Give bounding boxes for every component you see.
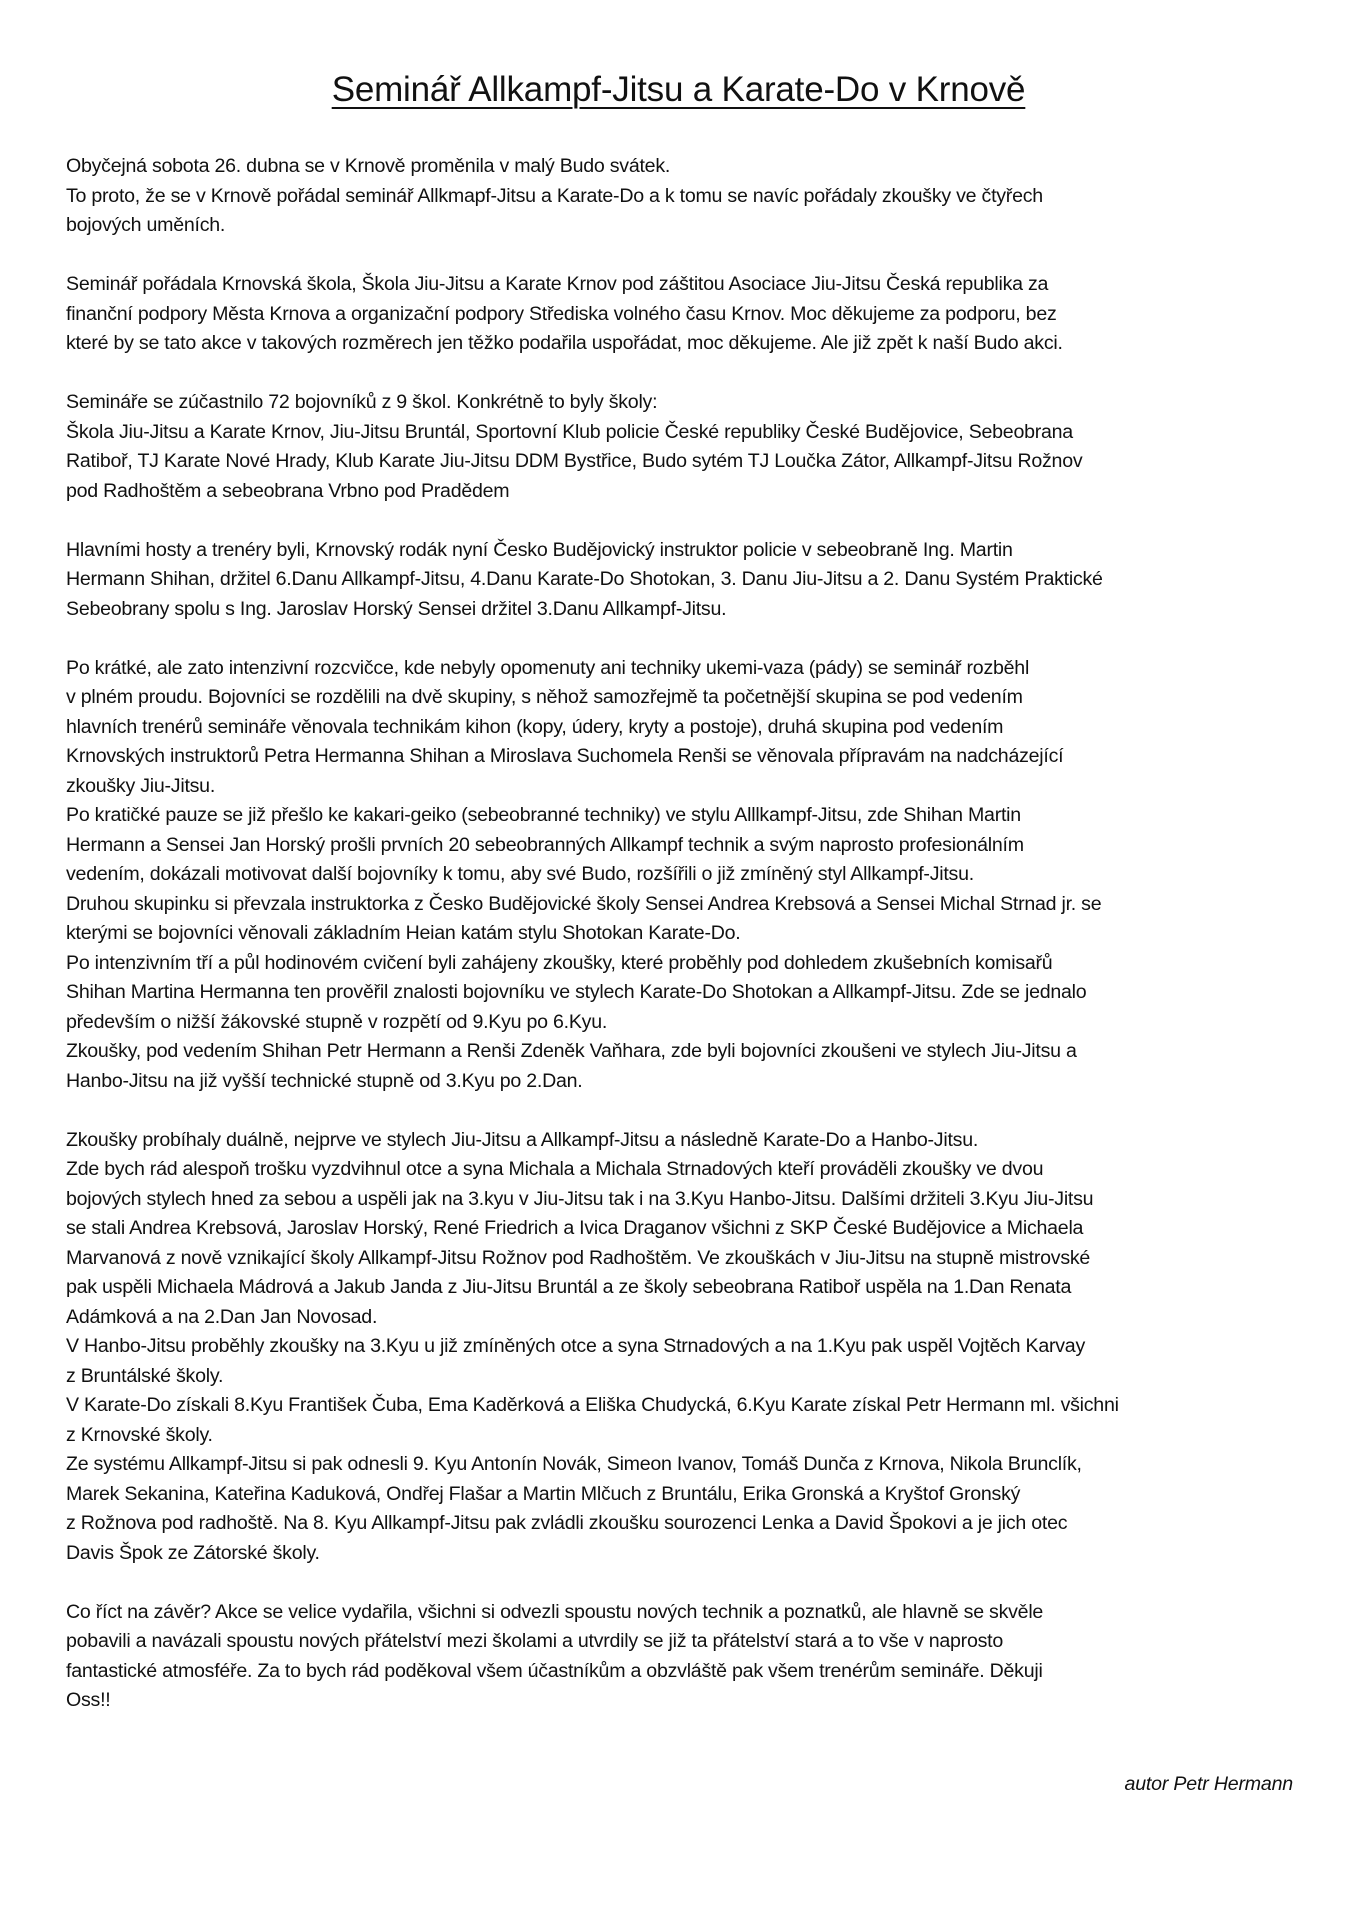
text-line: Sebeobrany spolu s Ing. Jaroslav Horský Sensei držitel 3.Danu Allkampf-Jitsu. — [66, 597, 727, 620]
document-title-text: Seminář Allkampf-Jitsu a Karate-Do v Krnově — [331, 70, 1026, 109]
text-line: Zkoušky probíhaly duálně, nejprve ve stylech Jiu-Jitsu a Allkampf-Jitsu a následně Karate-Do a Hanbo-Jitsu. — [66, 1128, 979, 1151]
text-line: Co říct na závěr? Akce se velice vydařila, všichni si odvezli spoustu nových technik a poznatků, ale hlavně se skvěle — [66, 1600, 1044, 1623]
text-line: zkoušky Jiu-Jitsu. — [66, 774, 216, 797]
text-line: z Bruntálské školy. — [66, 1364, 224, 1387]
text-line: finanční podpory Města Krnova a organizační podpory Střediska volného času Krnov. Moc děkujeme za podporu, bez — [66, 302, 1057, 325]
text-line: hlavních trenérů semináře věnovala technikám kihon (kopy, údery, kryty a postoje), druhá skupina pod vedením — [66, 715, 1004, 738]
text-line: Shihan Martina Hermanna ten prověřil znalosti bojovníku ve stylech Karate-Do Shotokan a Allkampf-Jitsu. Zde se jednalo — [66, 981, 1087, 1003]
text-line: Po kratičké pauze se již přešlo ke kakari-geiko (sebeobranné techniky) ve stylu Alllkampf-Jitsu, zde Shihan Martin — [66, 804, 1021, 826]
text-line: vedením, dokázali motivovat další bojovníky k tomu, aby své Budo, rozšířili o již zmíněný styl Allkampf-Jitsu. — [66, 863, 974, 885]
paragraph — [66, 270, 1298, 359]
text-line: bojových stylech hned za sebou a uspěli jak na 3.kyu v Jiu-Jitsu tak i na 3.Kyu Hanbo-Jitsu. Dalšími držiteli 3.Kyu Jiu-Jitsu — [66, 1187, 1094, 1210]
text-line: které by se tato akce v takových rozměrech jen těžko podařila uspořádat, moc děkujeme. Ale již zpět k naší Budo akci. — [66, 332, 1063, 354]
text-line: pak uspěli Michaela Mádrová a Jakub Janda z Jiu-Jitsu Bruntál a ze školy sebeobrana Ratiboř uspěla na 1.Dan Renata — [66, 1276, 1072, 1298]
text-line: Zkoušky, pod vedením Shihan Petr Hermann a Renši Zdeněk Vaňhara, zde byli bojovníci zkoušeni ve stylech Jiu-Jitsu a — [66, 1040, 1077, 1062]
text-line: Po intenzivním tří a půl hodinovém cvičení byli zahájeny zkoušky, které proběhly pod dohledem zkušebních komisařů — [66, 951, 1053, 974]
text-line: V Hanbo-Jitsu proběhly zkoušky na 3.Kyu u již zmíněných otce a syna Strnadových a na 1.Kyu pak uspěl Vojtěch Karvay — [66, 1335, 1085, 1357]
paragraph — [66, 654, 1298, 1097]
text-line: v plném proudu. Bojovníci se rozdělili na dvě skupiny, s něhož samozřejmě ta početnější skupina se pod vedením — [66, 686, 1023, 708]
text-line: Zde bych rád alespoň trošku vyzdvihnul otce a syna Michala a Michala Strnadových kteří prováděli zkoušky ve dvou — [66, 1158, 1044, 1180]
text-line: kterými se bojovníci věnovali základním Heian katám stylu Shotokan Karate-Do. — [66, 922, 741, 944]
text-line: Seminář pořádala Krnovská škola, Škola Jiu-Jitsu a Karate Krnov pod záštitou Asociace Jiu-Jitsu Česká republika za — [66, 273, 1049, 295]
paragraph — [66, 1598, 1298, 1716]
text-line: Hermann a Sensei Jan Horský prošli prvních 20 sebeobranných Allkampf technik a svým naprosto profesionálním — [66, 833, 1024, 856]
text-line: fantastické atmosféře. Za to bych rád poděkoval všem účastníkům a obzvláště pak všem trenérům semináře. Děkuji — [66, 1659, 1043, 1682]
text-line: Obyčejná sobota 26. dubna se v Krnově proměnila v malý Budo svátek. — [66, 155, 671, 177]
paragraph — [66, 536, 1298, 625]
text-line: Hlavními hosty a trenéry byli, Krnovský rodák nyní Česko Budějovický instruktor policie v sebeobraně Ing. Martin — [66, 538, 1013, 561]
text-line: z Krnovské školy. — [66, 1423, 213, 1446]
text-line: bojových uměních. — [66, 214, 226, 236]
text-line: především o nižší žákovské stupně v rozpětí od 9.Kyu po 6.Kyu. — [66, 1010, 608, 1033]
text-line: Druhou skupinku si převzala instruktorka z Česko Budějovické školy Sensei Andrea Krebsová a Sensei Michal Strnad jr. se — [66, 892, 1102, 915]
text-line: Marek Sekanina, Kateřina Kaduková, Ondřej Flašar a Martin Mlčuch z Bruntálu, Erika Gronská a Kryštof Gronský — [66, 1482, 1021, 1505]
text-line: Ratiboř, TJ Karate Nové Hrady, Klub Karate Jiu-Jitsu DDM Bystřice, Budo sytém TJ Loučka Zátor, Allkampf-Jitsu Rožnov — [66, 450, 1083, 472]
paragraph — [66, 388, 1298, 506]
text-line: Adámková a na 2.Dan Jan Novosad. — [66, 1305, 378, 1328]
text-line: se stali Andrea Krebsová, Jaroslav Horský, René Friedrich a Ivica Draganov všichni z SKP České Budějovice a Michaela — [66, 1217, 1084, 1239]
document-title — [0, 68, 1357, 112]
text-line: Hermann Shihan, držitel 6.Danu Allkampf-Jitsu, 4.Danu Karate-Do Shotokan, 3. Danu Jiu-Jitsu a 2. Danu Systém Praktické — [66, 568, 1103, 590]
text-line: pod Radhoštěm a sebeobrana Vrbno pod Pradědem — [66, 479, 510, 502]
text-line: To proto, že se v Krnově pořádal seminář Allkmapf-Jitsu a Karate-Do a k tomu se navíc pořádaly zkoušky ve čtyřech — [66, 184, 1043, 207]
text-line: Hanbo-Jitsu na již vyšší technické stupně od 3.Kyu po 2.Dan. — [66, 1069, 583, 1092]
text-line: V Karate-Do získali 8.Kyu František Čuba, Ema Kaděrková a Eliška Chudycká, 6.Kyu Karate získal Petr Hermann ml. všichni — [66, 1394, 1119, 1416]
text-line: Krnovských instruktorů Petra Hermanna Shihan a Miroslava Suchomela Renši se věnovala přípravám na nadcházející — [66, 745, 1064, 767]
text-line: z Rožnova pod radhoště. Na 8. Kyu Allkampf-Jitsu pak zvládli zkoušku sourozenci Lenka a David Špokovi a je jich otec — [66, 1512, 1068, 1534]
text-line: Marvanová z nově vznikající školy Allkampf-Jitsu Rožnov pod Radhoštěm. Ve zkouškách v Jiu-Jitsu na stupně mistrovské — [66, 1246, 1091, 1269]
text-line: Po krátké, ale zato intenzivní rozcvičce, kde nebyly opomenuty ani techniky ukemi-vaza (pády) se seminář rozběhl — [66, 656, 1030, 679]
text-line: Ze systému Allkampf-Jitsu si pak odnesli 9. Kyu Antonín Novák, Simeon Ivanov, Tomáš Dunča z Krnova, Nikola Brunclík, — [66, 1453, 1082, 1475]
text-line: Škola Jiu-Jitsu a Karate Krnov, Jiu-Jitsu Bruntál, Sportovní Klub policie České republiky České Budějovice, Sebeobrana — [66, 420, 1073, 443]
author-signature: autor Petr Hermann — [1124, 1773, 1293, 1795]
text-line: Semináře se zúčastnilo 72 bojovníků z 9 škol. Konkrétně to byly školy: — [66, 391, 658, 413]
article-body — [66, 152, 1298, 1716]
paragraph — [66, 152, 1298, 241]
paragraph — [66, 1126, 1298, 1569]
text-line: pobavili a navázali spoustu nových přátelství mezi školami a utvrdily se již ta přátelství stará a to vše v naprosto — [66, 1630, 1003, 1652]
text-line: Davis Špok ze Zátorské školy. — [66, 1541, 320, 1564]
text-line: Oss!! — [66, 1689, 111, 1711]
